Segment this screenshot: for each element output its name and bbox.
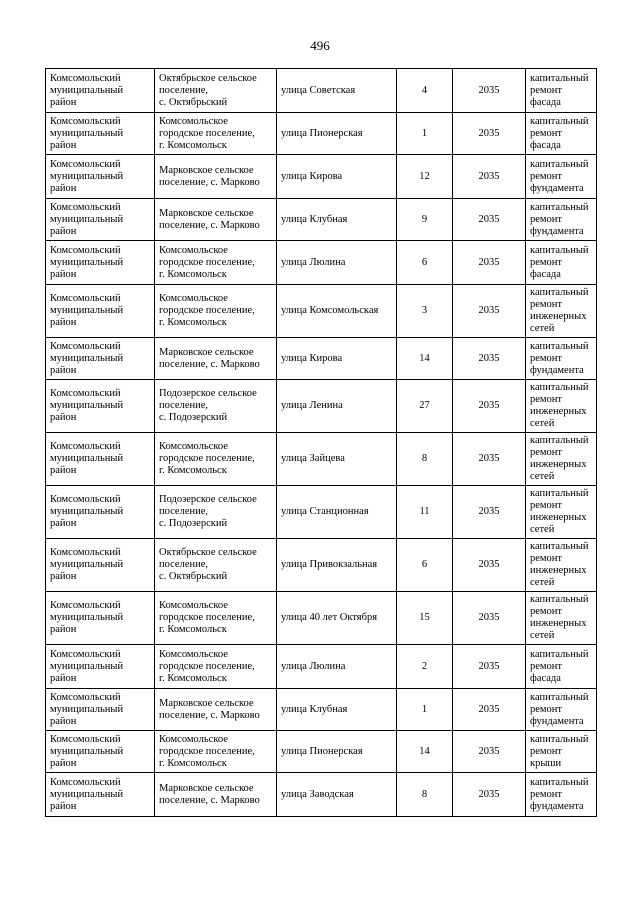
year-cell-text: 2035: [478, 612, 500, 623]
street-cell: [277, 241, 397, 285]
district-cell: [46, 199, 155, 241]
street-cell-text: улица Пионерская: [281, 745, 363, 757]
settlement-cell-text: Марковское сельское поселение, с. Марково: [159, 164, 260, 188]
street-cell-text: улица Зайцева: [281, 453, 345, 464]
house-number-cell: [397, 486, 453, 539]
settlement-cell-text: Комсомольское городское поселение, г. Комсомольск: [159, 733, 255, 769]
district-cell: [46, 539, 155, 592]
settlement-cell: [155, 285, 277, 338]
district-cell: [46, 433, 155, 486]
work-type-cell: [526, 689, 597, 731]
district-cell-text: Комсомольский муниципальный район: [50, 388, 124, 423]
year-cell-text: 2035: [478, 213, 500, 225]
district-cell-text: Комсомольский муниципальный район: [50, 201, 124, 237]
district-cell: [46, 285, 155, 338]
table-row: [46, 380, 597, 433]
work-type-cell-text: капитальный ремонт инженерных сетей: [530, 594, 589, 641]
settlement-cell: [155, 592, 277, 645]
table-row: [46, 689, 597, 731]
work-type-cell: [526, 241, 597, 285]
table-row: [46, 199, 597, 241]
street-cell-text: улица Заводская: [281, 788, 354, 800]
work-type-cell: [526, 645, 597, 689]
street-cell-text: улица 40 лет Октября: [281, 612, 378, 623]
table-row: [46, 155, 597, 199]
street-cell-text: улица Привокзальная: [281, 559, 378, 570]
district-cell: [46, 486, 155, 539]
district-cell-text: Комсомольский муниципальный район: [50, 115, 124, 151]
work-type-cell-text: капитальный ремонт фундамента: [530, 158, 589, 194]
settlement-cell-text: Октябрьское сельское поселение, с. Октябрьский: [159, 72, 257, 108]
year-cell: [453, 241, 526, 285]
settlement-cell-text: Марковское сельское поселение, с. Марково: [159, 207, 260, 231]
settlement-cell-text: Марковское сельское поселение, с. Марково: [159, 782, 260, 806]
year-cell: [453, 592, 526, 645]
table-row: [46, 592, 597, 645]
settlement-cell: [155, 155, 277, 199]
district-cell: [46, 113, 155, 155]
street-cell-text: улица Кирова: [281, 352, 343, 364]
house-number-cell: [397, 338, 453, 380]
house-number-cell: [397, 773, 453, 817]
work-type-cell-text: капитальный ремонт инженерных сетей: [530, 287, 589, 334]
house-number-cell: [397, 433, 453, 486]
house-number-cell: [397, 689, 453, 731]
settlement-cell: [155, 338, 277, 380]
district-cell: [46, 731, 155, 773]
house-number-cell: [397, 241, 453, 285]
work-type-cell-text: капитальный ремонт фундамента: [530, 201, 589, 237]
work-type-cell: [526, 338, 597, 380]
house-number-cell: [397, 285, 453, 338]
settlement-cell-text: Марковское сельское поселение, с. Марково: [159, 346, 260, 370]
house-number-cell-text: 12: [419, 170, 430, 182]
district-cell-text: Комсомольский муниципальный район: [50, 600, 124, 635]
work-type-cell: [526, 731, 597, 773]
year-cell-text: 2035: [478, 453, 500, 464]
work-type-cell-text: капитальный ремонт инженерных сетей: [530, 541, 589, 588]
house-number-cell-text: 11: [419, 506, 430, 517]
street-cell-text: улица Ленина: [281, 400, 343, 411]
year-cell: [453, 155, 526, 199]
house-number-cell-text: 4: [421, 84, 428, 96]
work-type-cell: [526, 486, 597, 539]
year-cell: [453, 689, 526, 731]
table-row: [46, 731, 597, 773]
district-cell: [46, 69, 155, 113]
house-number-cell-text: 1: [421, 703, 428, 715]
street-cell: [277, 486, 397, 539]
year-cell-text: 2035: [478, 703, 500, 715]
district-cell-text: Комсомольский муниципальный район: [50, 648, 124, 684]
house-number-cell: [397, 380, 453, 433]
year-cell-text: 2035: [478, 788, 500, 800]
district-cell: [46, 773, 155, 817]
house-number-cell-text: 6: [421, 559, 428, 570]
district-cell-text: Комсомольский муниципальный район: [50, 158, 124, 194]
district-cell-text: Комсомольский муниципальный район: [50, 733, 124, 769]
district-cell-text: Комсомольский муниципальный район: [50, 244, 124, 280]
settlement-cell: [155, 433, 277, 486]
work-type-cell-text: капитальный ремонт фасада: [530, 72, 589, 108]
year-cell: [453, 338, 526, 380]
work-type-cell-text: капитальный ремонт инженерных сетей: [530, 435, 589, 482]
settlement-cell: [155, 689, 277, 731]
street-cell: [277, 199, 397, 241]
street-cell-text: улица Люлина: [281, 256, 346, 268]
street-cell-text: улица Пионерская: [281, 127, 363, 139]
work-type-cell: [526, 113, 597, 155]
district-cell-text: Комсомольский муниципальный район: [50, 776, 124, 812]
settlement-cell-text: Комсомольское городское поселение, г. Комсомольск: [159, 293, 255, 328]
work-type-cell-text: капитальный ремонт фасада: [530, 648, 589, 684]
year-cell: [453, 539, 526, 592]
house-number-cell-text: 9: [421, 213, 428, 225]
settlement-cell-text: Подозерское сельское поселение, с. Подозерский: [159, 388, 257, 423]
work-type-cell: [526, 592, 597, 645]
work-type-cell: [526, 69, 597, 113]
street-cell-text: улица Клубная: [281, 703, 348, 715]
district-cell: [46, 241, 155, 285]
table-row: [46, 645, 597, 689]
settlement-cell-text: Марковское сельское поселение, с. Марково: [159, 697, 260, 721]
table-row: [46, 773, 597, 817]
work-type-cell: [526, 773, 597, 817]
district-cell: [46, 645, 155, 689]
house-number-cell: [397, 69, 453, 113]
table-row: [46, 113, 597, 155]
table-row: [46, 486, 597, 539]
district-cell-text: Комсомольский муниципальный район: [50, 441, 124, 476]
house-number-cell-text: 15: [419, 612, 430, 623]
street-cell: [277, 155, 397, 199]
year-cell-text: 2035: [478, 745, 500, 757]
street-cell-text: улица Кирова: [281, 170, 343, 182]
house-number-cell: [397, 199, 453, 241]
year-cell-text: 2035: [478, 84, 500, 96]
street-cell: [277, 773, 397, 817]
house-number-cell-text: 14: [419, 352, 430, 364]
table-row: [46, 241, 597, 285]
district-cell: [46, 592, 155, 645]
settlement-cell: [155, 539, 277, 592]
table-row: [46, 285, 597, 338]
year-cell: [453, 486, 526, 539]
work-type-cell-text: капитальный ремонт фундамента: [530, 691, 589, 727]
year-cell: [453, 773, 526, 817]
house-number-cell: [397, 645, 453, 689]
year-cell: [453, 199, 526, 241]
work-type-cell: [526, 380, 597, 433]
street-cell-text: улица Клубная: [281, 213, 348, 225]
house-number-cell-text: 2: [421, 660, 428, 672]
district-cell-text: Комсомольский муниципальный район: [50, 494, 124, 529]
work-type-cell-text: капитальный ремонт фасада: [530, 244, 589, 280]
year-cell-text: 2035: [478, 400, 500, 411]
year-cell: [453, 433, 526, 486]
settlement-cell-text: Комсомольское городское поселение, г. Комсомольск: [159, 115, 255, 151]
year-cell-text: 2035: [478, 170, 500, 182]
district-cell: [46, 338, 155, 380]
street-cell: [277, 592, 397, 645]
table-row: [46, 338, 597, 380]
year-cell-text: 2035: [478, 256, 500, 268]
year-cell: [453, 113, 526, 155]
settlement-cell: [155, 69, 277, 113]
work-type-cell-text: капитальный ремонт фундамента: [530, 340, 589, 376]
district-cell-text: Комсомольский муниципальный район: [50, 72, 124, 108]
house-number-cell-text: 8: [421, 788, 428, 800]
street-cell: [277, 731, 397, 773]
work-type-cell: [526, 433, 597, 486]
settlement-cell-text: Октябрьское сельское поселение, с. Октябрьский: [159, 547, 257, 582]
work-type-cell: [526, 155, 597, 199]
settlement-cell: [155, 113, 277, 155]
work-type-cell: [526, 285, 597, 338]
house-number-cell: [397, 731, 453, 773]
year-cell: [453, 645, 526, 689]
year-cell: [453, 69, 526, 113]
street-cell-text: улица Станционная: [281, 506, 369, 517]
district-cell: [46, 689, 155, 731]
house-number-cell: [397, 592, 453, 645]
house-number-cell-text: 3: [421, 305, 428, 316]
settlement-cell-text: Подозерское сельское поселение, с. Подозерский: [159, 494, 257, 529]
street-cell: [277, 645, 397, 689]
year-cell-text: 2035: [478, 305, 500, 316]
settlement-cell: [155, 380, 277, 433]
house-number-cell: [397, 155, 453, 199]
year-cell-text: 2035: [478, 352, 500, 364]
house-number-cell: [397, 113, 453, 155]
settlement-cell: [155, 486, 277, 539]
house-number-cell: [397, 539, 453, 592]
settlement-cell: [155, 241, 277, 285]
settlement-cell-text: Комсомольское городское поселение, г. Комсомольск: [159, 600, 255, 635]
street-cell-text: улица Комсомольская: [281, 305, 379, 316]
settlement-cell: [155, 731, 277, 773]
work-type-cell: [526, 199, 597, 241]
settlement-cell-text: Комсомольское городское поселение, г. Комсомольск: [159, 244, 255, 280]
work-type-cell-text: капитальный ремонт инженерных сетей: [530, 488, 589, 535]
street-cell: [277, 433, 397, 486]
street-cell-text: улица Люлина: [281, 660, 346, 672]
street-cell: [277, 113, 397, 155]
house-number-cell-text: 1: [421, 127, 428, 139]
year-cell: [453, 380, 526, 433]
district-cell-text: Комсомольский муниципальный район: [50, 691, 124, 727]
work-type-cell-text: капитальный ремонт фундамента: [530, 776, 589, 812]
district-cell: [46, 155, 155, 199]
table-body: [46, 69, 597, 817]
year-cell-text: 2035: [478, 559, 500, 570]
table-row: [46, 539, 597, 592]
district-cell: [46, 380, 155, 433]
work-type-cell: [526, 539, 597, 592]
settlement-cell: [155, 645, 277, 689]
street-cell: [277, 69, 397, 113]
settlement-cell-text: Комсомольское городское поселение, г. Комсомольск: [159, 648, 255, 684]
work-type-cell-text: капитальный ремонт крыши: [530, 733, 589, 769]
settlement-cell: [155, 773, 277, 817]
table-row: [46, 433, 597, 486]
settlement-cell: [155, 199, 277, 241]
district-cell-text: Комсомольский муниципальный район: [50, 340, 124, 376]
settlement-cell-text: Комсомольское городское поселение, г. Комсомольск: [159, 441, 255, 476]
year-cell-text: 2035: [478, 127, 500, 139]
street-cell: [277, 539, 397, 592]
house-number-cell-text: 14: [419, 745, 430, 757]
house-number-cell-text: 6: [421, 256, 428, 268]
year-cell: [453, 731, 526, 773]
table-row: [46, 69, 597, 113]
work-type-cell-text: капитальный ремонт фасада: [530, 115, 589, 151]
house-number-cell-text: 8: [421, 453, 428, 464]
street-cell: [277, 285, 397, 338]
street-cell: [277, 338, 397, 380]
district-cell-text: Комсомольский муниципальный район: [50, 547, 124, 582]
year-cell: [453, 285, 526, 338]
district-cell-text: Комсомольский муниципальный район: [50, 293, 124, 328]
street-cell: [277, 380, 397, 433]
street-cell-text: улица Советская: [281, 84, 356, 96]
year-cell-text: 2035: [478, 506, 500, 517]
work-type-cell-text: капитальный ремонт инженерных сетей: [530, 382, 589, 429]
house-number-cell-text: 27: [419, 400, 430, 411]
page-number: 496: [310, 38, 330, 53]
repair-schedule-table: [45, 68, 597, 817]
year-cell-text: 2035: [478, 660, 500, 672]
street-cell: [277, 689, 397, 731]
